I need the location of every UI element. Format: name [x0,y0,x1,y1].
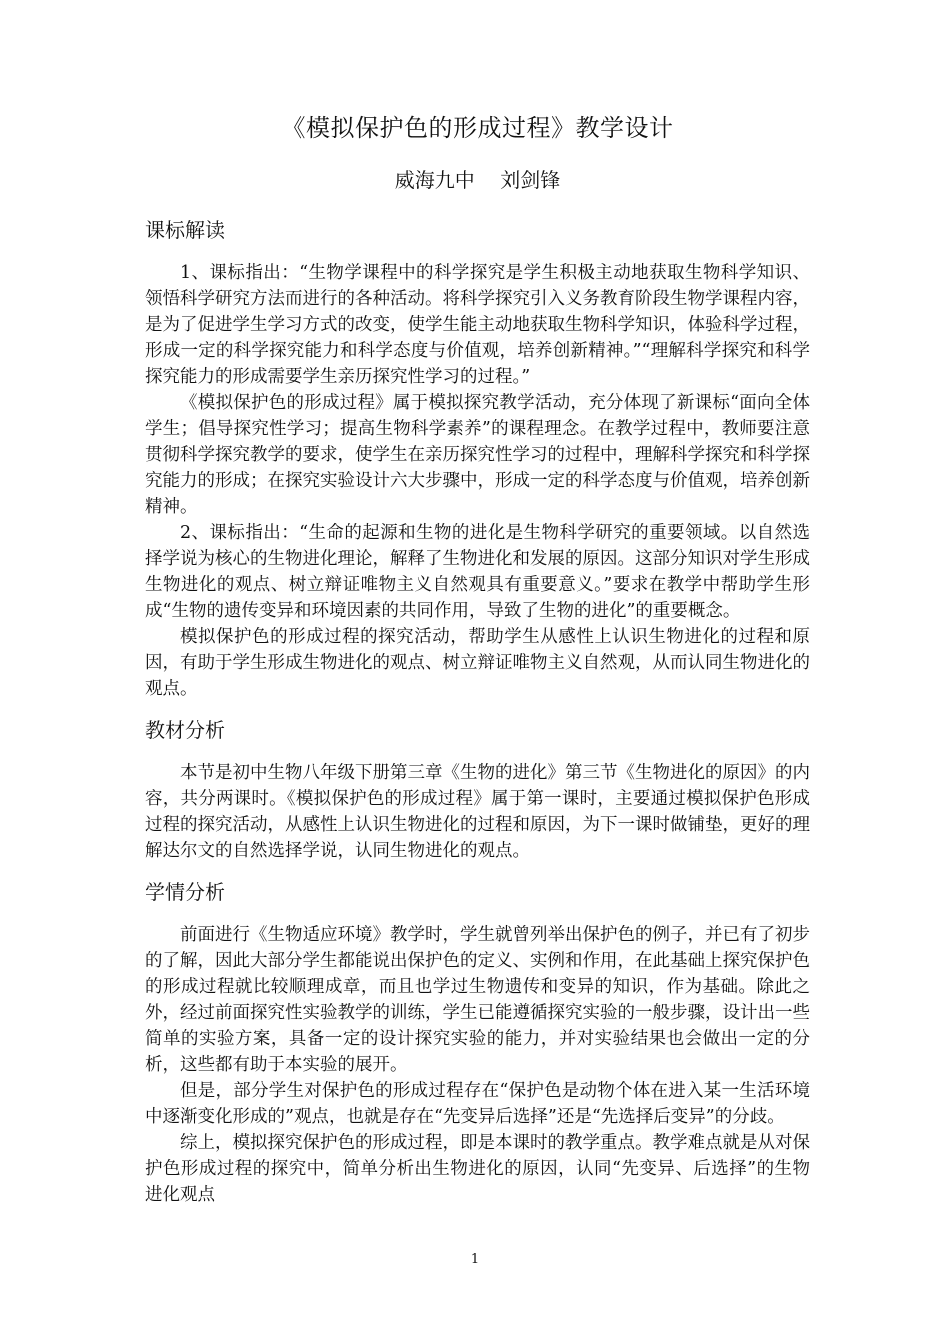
section-curriculum [145,216,810,702]
paragraph: 《模拟保护色的形成过程》属于模拟探究教学活动，充分体现了新课标“面向全体学生；倡导探究性学习；提高生物科学素养”的课程理念。在教学过程中，教师要注意贯彻科学探究教学的要求，使学生在亲历探究性学习的过程中，理解科学探究和科学探究能力的形成；在探究实验设计六大步骤中，形成一定的科学态度与价值观，培养创新精神。 [145,393,810,517]
paragraph: 但是，部分学生对保护色的形成过程存在“保护色是动物个体在进入某一生活环境中逐渐变化形成的”观点，也就是存在“先变异后选择”还是“先选择后变异”的分歧。 [145,1081,810,1127]
paragraph: 2、课标指出：“生命的起源和生物的进化是生物科学研究的重要领域。以自然选择学说为核心的生物进化理论，解释了生物进化和发展的原因。这部分知识对学生形成生物进化的观点、树立辩证唯物主义自然观具有重要意义。”要求在教学中帮助学生形成“生物的遗传变异和环境因素的共同作用，导致了生物的进化”的重要概念。 [145,523,810,621]
author-line: 威海九中 刘剑锋 [394,168,561,192]
paragraph: 1、课标指出：“生物学课程中的科学探究是学生积极主动地获取生物科学知识、领悟科学研究方法而进行的各种活动。将科学探究引入义务教育阶段生物学课程内容，是为了促进学生学习方式的改变，使学生能主动地获取生物科学知识，体验科学过程，形成一定的科学探究能力和科学态度与价值观，培养创新精神。”“理解科学探究和科学探究能力的形成需要学生亲历探究性学习的过程。” [145,263,810,387]
document-page [145,112,810,1222]
paragraph: 综上，模拟探究保护色的形成过程，即是本课时的教学重点。教学难点就是从对保护色形成过程的探究中，简单分析出生物进化的原因，认同“先变异、后选择”的生物进化观点 [145,1133,810,1205]
paragraph: 前面进行《生物适应环境》教学时，学生就曾列举出保护色的例子，并已有了初步的了解，因此大部分学生都能说出保护色的定义、实例和作用，在此基础上探究保护色的形成过程就比较顺理成章，而且也学过生物遗传和变异的知识，作为基础。除此之外，经过前面探究性实验教学的训练，学生已能遵循探究实验的一般步骤，设计出一些简单的实验方案，具备一定的设计探究实验的能力，并对实验结果也会做出一定的分析，这些都有助于本实验的展开。 [145,925,810,1075]
section-heading: 学情分析 [145,880,225,904]
paragraph: 本节是初中生物八年级下册第三章《生物的进化》第三节《生物进化的原因》的内容，共分两课时。《模拟保护色的形成过程》属于第一课时，主要通过模拟保护色形成过程的探究活动，从感性上认识生物进化的过程和原因，为下一课时做铺垫，更好的理解达尔文的自然选择学说，认同生物进化的观点。 [145,763,810,861]
document-title: 《模拟保护色的形成过程》教学设计 [281,114,674,142]
page-number: 1 [470,1252,480,1267]
section-textbook-analysis [145,716,810,864]
paragraph: 模拟保护色的形成过程的探究活动，帮助学生从感性上认识生物进化的过程和原因，有助于学生形成生物进化的观点、树立辩证唯物主义自然观，从而认同生物进化的观点。 [145,627,810,699]
section-student-analysis [145,878,810,1208]
section-heading: 教材分析 [145,718,225,742]
section-heading: 课标解读 [145,218,225,242]
